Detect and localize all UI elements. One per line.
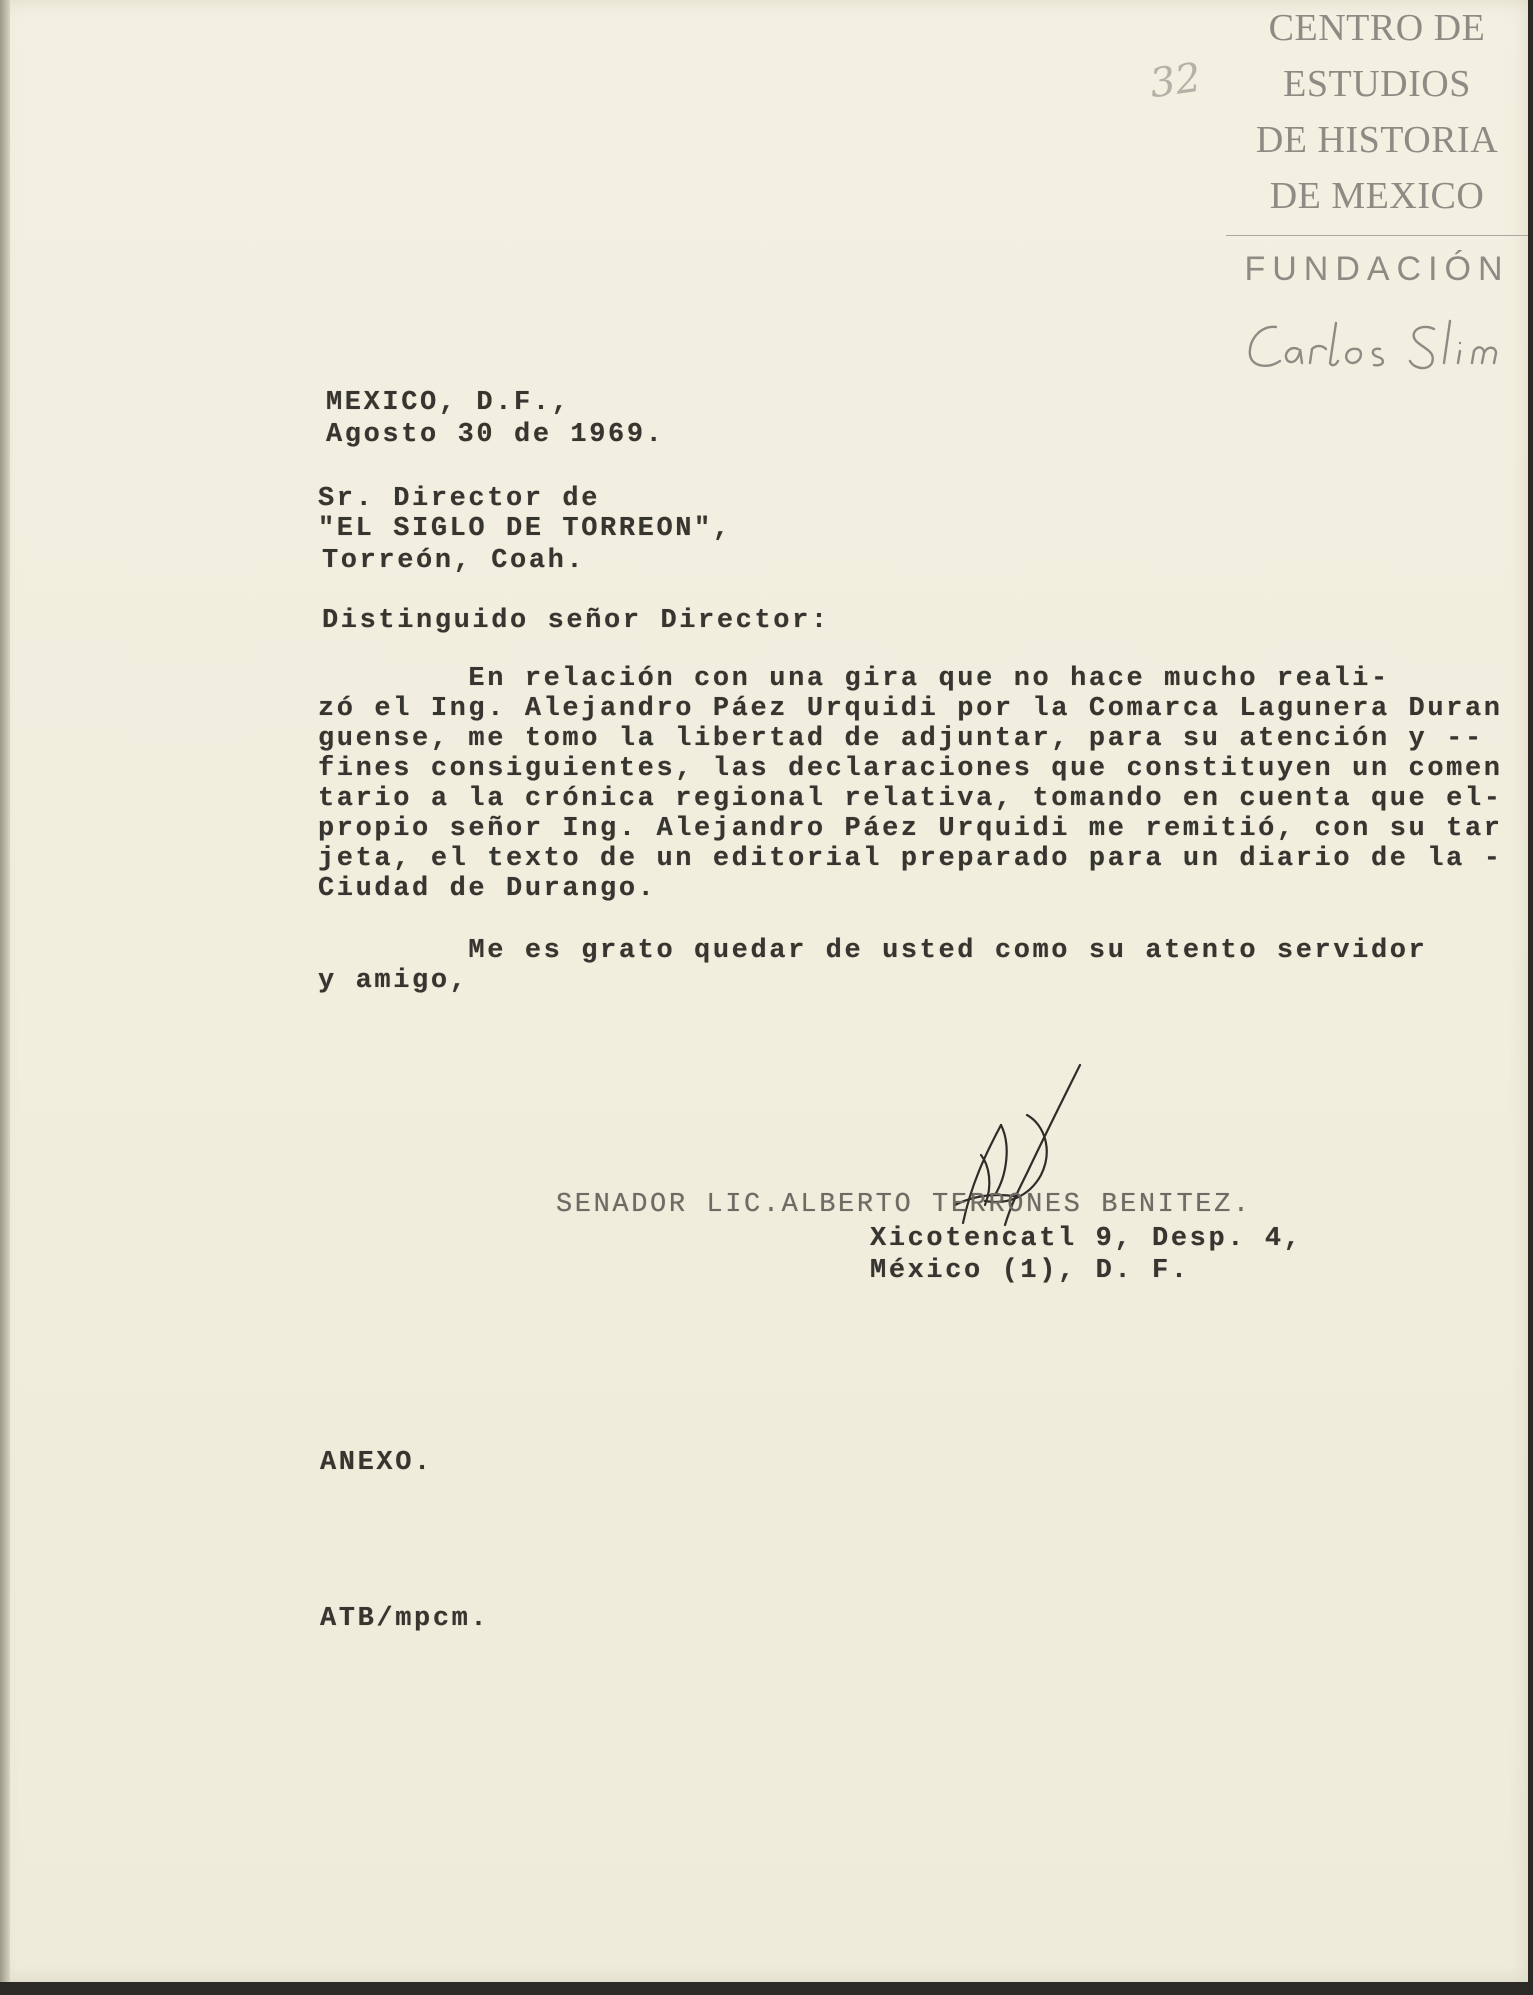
recipient-line: Sr. Director de [318, 484, 601, 514]
body-line: tario a la crónica regional relativa, tomando en cuenta que el- [318, 784, 1503, 814]
watermark-divider [1226, 235, 1528, 236]
letter-date: Agosto 30 de 1969. [326, 420, 665, 450]
body-line: fines consiguientes, las declaraciones que constituyen un comen [318, 754, 1503, 784]
recipient-line: Torreón, Coah. [322, 546, 586, 576]
reference-initials: ATB/mpcm. [320, 1604, 490, 1634]
watermark-line: DE MEXICO [1269, 175, 1485, 217]
recipient-line: "EL SIGLO DE TORREON", [318, 514, 732, 544]
letter-body [318, 664, 1503, 904]
watermark-line: ESTUDIOS [1283, 63, 1471, 105]
watermark-foundation: FUNDACIÓN [1244, 250, 1510, 288]
body-line: jeta, el texto de un editorial preparado para un diario de la - [318, 844, 1503, 874]
salutation: Distinguido señor Director: [322, 606, 830, 636]
watermark-line: DE HISTORIA [1255, 119, 1499, 161]
signatory-name: SENADOR LIC.ALBERTO TERRONES BENITEZ. [556, 1190, 1252, 1220]
pencil-page-number: 32 [1147, 54, 1204, 108]
archive-watermark [1226, 0, 1528, 380]
body-line: propio señor Ing. Alejandro Páez Urquidi me remitió, con su tar [318, 814, 1503, 844]
carlos-slim-script-logo [1236, 305, 1528, 385]
closing-line: Me es grato quedar de usted como su atento servidor [318, 936, 1428, 966]
closing-line: y amigo, [318, 966, 469, 996]
enclosure-note: ANEXO. [320, 1448, 433, 1478]
signatory-city: México (1), D. F. [776, 1256, 1190, 1286]
body-line: Ciudad de Durango. [318, 874, 657, 904]
watermark-line: CENTRO DE [1268, 7, 1486, 49]
body-line: zó el Ing. Alejandro Páez Urquidi por la Comarca Lagunera Duran [318, 694, 1503, 724]
signatory-address: Xicotencatl 9, Desp. 4, [776, 1224, 1303, 1254]
body-line: guense, me tomo la libertad de adjuntar, para su atención y -- [318, 724, 1484, 754]
page-edge [0, 0, 10, 1982]
body-line: En relación con una gira que no hace mucho reali- [318, 664, 1390, 694]
letter-place: MEXICO, D.F., [326, 388, 571, 418]
